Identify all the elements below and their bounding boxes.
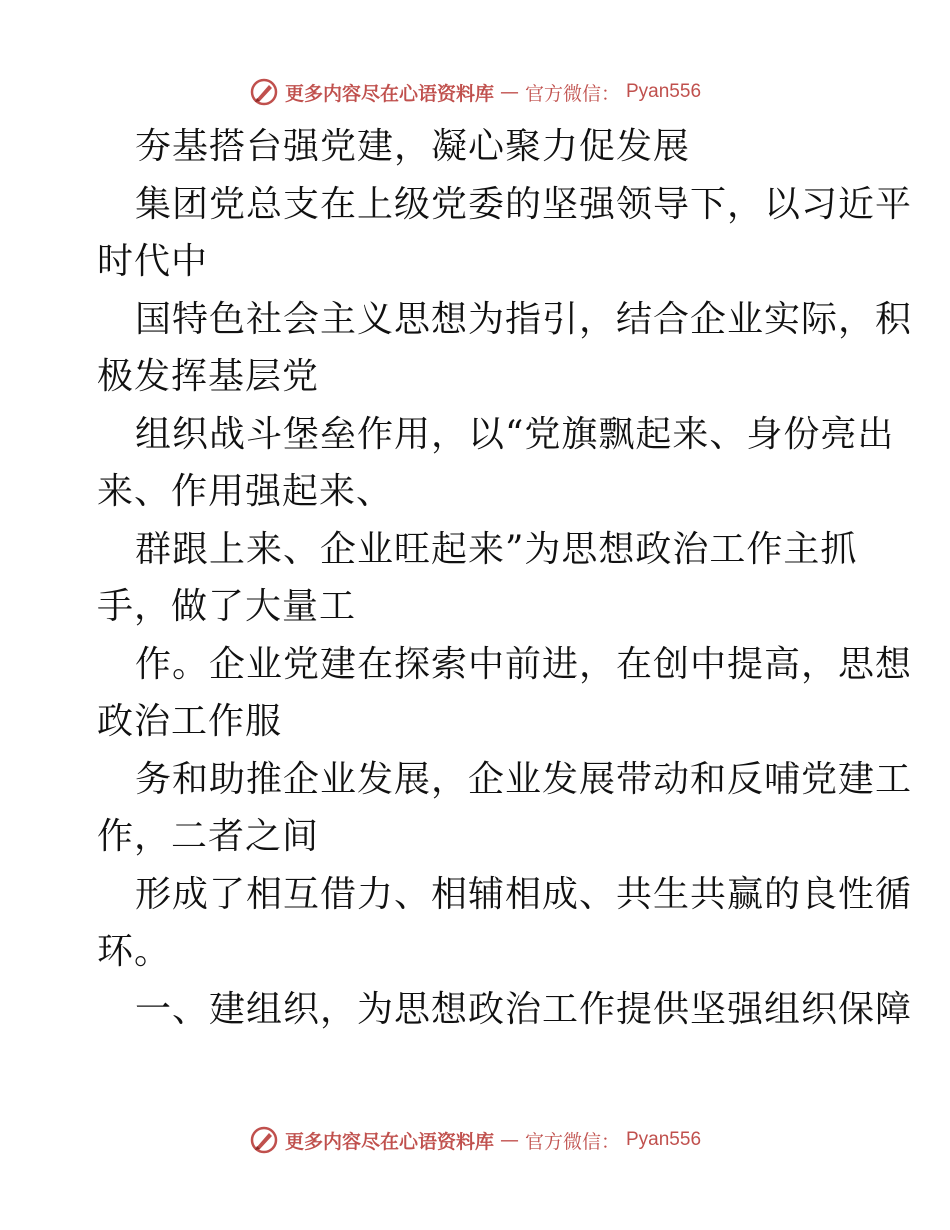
watermark-wechat-id: Pyan556 (626, 81, 702, 102)
paragraph-line: 务和助推企业发展，企业发展带动和反哺党建工 (135, 758, 913, 800)
pen-logo-icon (249, 77, 279, 107)
paragraph-line: 组织战斗堡垒作用，以“党旗飘起来、身份亮出 (135, 413, 895, 455)
watermark-main-text: 更多内容尽在心语资料库 (284, 1130, 494, 1153)
paragraph-line: 手，做了大量工 (97, 586, 357, 627)
watermark-wechat-id: Pyan556 (626, 1129, 702, 1150)
watermark-wechat-label: 官方微信： (524, 82, 620, 105)
paragraph-line: 群跟上来、企业旺起来”为思想政治工作主抓 (135, 528, 858, 570)
section-heading: 一、建组织，为思想政治工作提供坚强组织保障 (135, 988, 913, 1030)
watermark-main-text: 更多内容尽在心语资料库 (284, 82, 494, 105)
paragraph-line: 形成了相互借力、相辅相成、共生共赢的良性循 (135, 873, 913, 915)
paragraph-line: 时代中 (97, 241, 209, 282)
document-body (97, 118, 913, 1038)
paragraph-line: 作，二者之间 (97, 816, 320, 857)
paragraph-line: 集团党总支在上级党委的坚强领导下，以习近平 (135, 183, 913, 225)
watermark-separator: — (499, 1129, 519, 1151)
watermark-separator: — (499, 81, 519, 103)
header-watermark (0, 72, 950, 112)
footer-watermark (0, 1120, 950, 1160)
document-title: 夯基搭台强党建，凝心聚力促发展 (135, 126, 691, 167)
paragraph-line: 政治工作服 (97, 701, 283, 742)
paragraph-line: 极发挥基层党 (97, 356, 320, 397)
paragraph-line: 作。企业党建在探索中前进，在创中提高，思想 (135, 643, 913, 685)
pen-logo-icon (249, 1125, 279, 1155)
paragraph-line: 国特色社会主义思想为指引，结合企业实际，积 (135, 298, 913, 340)
watermark-wechat-label: 官方微信： (524, 1130, 620, 1153)
paragraph-line: 来、作用强起来、 (97, 471, 394, 512)
paragraph-line: 环。 (97, 931, 172, 972)
